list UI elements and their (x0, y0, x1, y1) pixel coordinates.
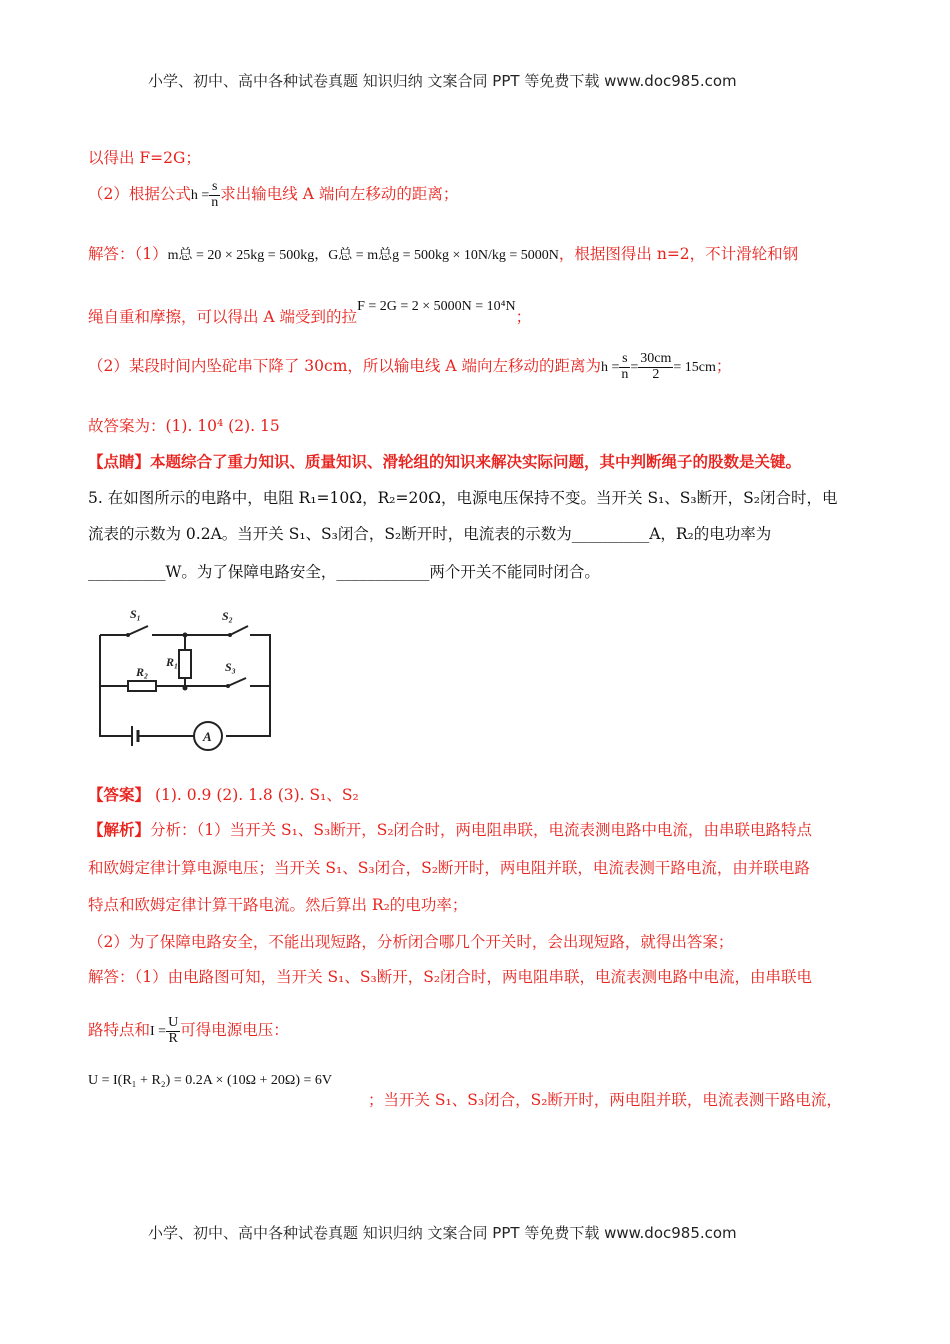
label-r2: R₂ (136, 665, 149, 679)
ohm-fraction (166, 1016, 180, 1046)
q5-solution-3: ；当开关 S₁、S₃闭合，S₂断开时，两电阻并联，电流表测干路电流， (368, 1091, 842, 1109)
answer-label: 【答案】 (88, 785, 151, 804)
solution-label: 解答：（1） (88, 245, 168, 263)
page-footer: 小学、初中、高中各种试卷真题 知识归纳 文案合同 PPT 等免费下载 www.doc985.com (148, 1224, 737, 1242)
fraction-denominator: R (168, 1030, 178, 1046)
solution-2-text-a: 路特点和 (88, 1021, 151, 1040)
q5-solution-1: 解答：（1）由电路图可知，当开关 S₁、S₃断开，S₂闭合时，两电阻串联，电流表测电路中电流，由串联电 (88, 968, 813, 986)
q5-answer (88, 783, 359, 805)
q5-analysis-2: 和欧姆定律计算电源电压；当开关 S₁、S₃闭合，S₂断开时，两电阻并联，电流表测干路电流，由并联电路 (88, 859, 810, 877)
solution-text-1: ，根据图得出 n=2，不计滑轮和钢 (558, 245, 799, 263)
q5-line-1: 5. 在如图所示的电路中，电阻 R₁=10Ω，R₂=20Ω，电源电压保持不变。当开关 S₁、S₃断开，S₂闭合时，电 (88, 489, 838, 507)
prev-solution-line-3 (88, 352, 731, 382)
solution-text-2: 绳自重和摩擦，可以得出 A 端受到的拉 (88, 308, 358, 326)
equals-sign: = (630, 360, 639, 376)
prev-final-answer: 故答案为：(1). 10⁴ (2). 15 (88, 417, 280, 435)
fraction-numerator: 30cm (640, 351, 672, 366)
prev-comment (88, 450, 801, 472)
prev-solution-line-2 (88, 299, 532, 327)
circuit-diagram (90, 598, 280, 758)
q5-solution-2 (88, 1016, 289, 1046)
resistor-r2-box (128, 681, 156, 691)
voltage-formula: U = I(R₁ + R₂) = 0.2A × (10Ω + 20Ω) = 6V (88, 1073, 332, 1088)
distance-formula-lhs: h = (600, 360, 620, 376)
label-s2: S₂ (222, 609, 233, 623)
solution-text-2-end: ； (515, 308, 532, 326)
prev-line-2-text-b: 求出输电线 A 端向左移动的距离； (220, 185, 459, 204)
comment-text: 本题综合了重力知识、质量知识、滑轮组的知识来解决实际问题，其中判断绳子的股数是关键。 (150, 452, 802, 471)
prev-line-2 (88, 180, 458, 210)
formula-h-fraction (209, 180, 220, 210)
answer-text: (1). 0.9 (2). 1.8 (3). S₁、S₂ (150, 786, 359, 804)
switch-s3-blade (228, 678, 246, 686)
ohm-formula-lhs: I = (150, 1024, 167, 1040)
q5-line-3: __________W。为了保障电路安全，____________两个开关不能同时闭合。 (88, 563, 600, 581)
prev-solution-line-1 (88, 242, 798, 264)
prev-line-2-text-a: （2）根据公式 (88, 185, 191, 204)
q5-analysis-1 (88, 818, 812, 840)
solution-text-3-end: ； (715, 357, 732, 376)
distance-fraction-2 (638, 352, 673, 382)
label-s1: S₁ (130, 607, 141, 621)
label-r1: R₁ (166, 655, 179, 669)
switch-s2-blade (230, 626, 248, 635)
fraction-numerator: U (168, 1015, 179, 1030)
mass-weight-formula: m总 = 20 × 25kg = 500kg，G总 = m总g = 500kg × 10N/kg = 5000N (167, 248, 559, 263)
fraction-denominator: n (621, 366, 629, 382)
fraction-numerator: s (619, 352, 630, 368)
formula-h-lhs: h = (190, 188, 210, 204)
switch-s1-blade (128, 626, 148, 635)
analysis-text-1: 分析：（1）当开关 S₁、S₃断开，S₂闭合时，两电阻串联，电流表测电路中电流，由串联电路特点 (150, 821, 813, 839)
page-header: 小学、初中、高中各种试卷真题 知识归纳 文案合同 PPT 等免费下载 www.doc985.com (148, 72, 737, 90)
solution-text-3: （2）某段时间内坠砣串下降了 30cm，所以输电线 A 端向左移动的距离为 (88, 357, 601, 376)
distance-fraction-1 (619, 352, 630, 382)
q5-line-2: 流表的示数为 0.2A。当开关 S₁、S₃闭合，S₂断开时，电流表的示数为__________A，R₂的电功率为 (88, 525, 772, 543)
fraction-numerator: s (209, 180, 220, 196)
label-ammeter: A (203, 729, 212, 744)
fraction-denominator: 2 (652, 366, 660, 382)
label-s3: S₃ (225, 660, 236, 674)
solution-2-text-b: 可得电源电压： (180, 1021, 289, 1040)
q5-analysis-3: 特点和欧姆定律计算干路电流。然后算出 R₂的电功率； (88, 896, 468, 914)
force-formula: F = 2G = 2 × 5000N = 10⁴N (357, 299, 516, 314)
distance-formula-rhs: = 15cm (673, 360, 716, 376)
analysis-label: 【解析】 (88, 820, 151, 839)
comment-label: 【点睛】 (88, 452, 151, 471)
resistor-r1-box (179, 650, 191, 678)
fraction-denominator: n (211, 194, 219, 210)
q5-analysis-4: （2）为了保障电路安全，不能出现短路，分析闭合哪几个开关时，会出现短路，就得出答案； (88, 933, 734, 951)
prev-line-1: 以得出 F=2G； (88, 149, 201, 167)
